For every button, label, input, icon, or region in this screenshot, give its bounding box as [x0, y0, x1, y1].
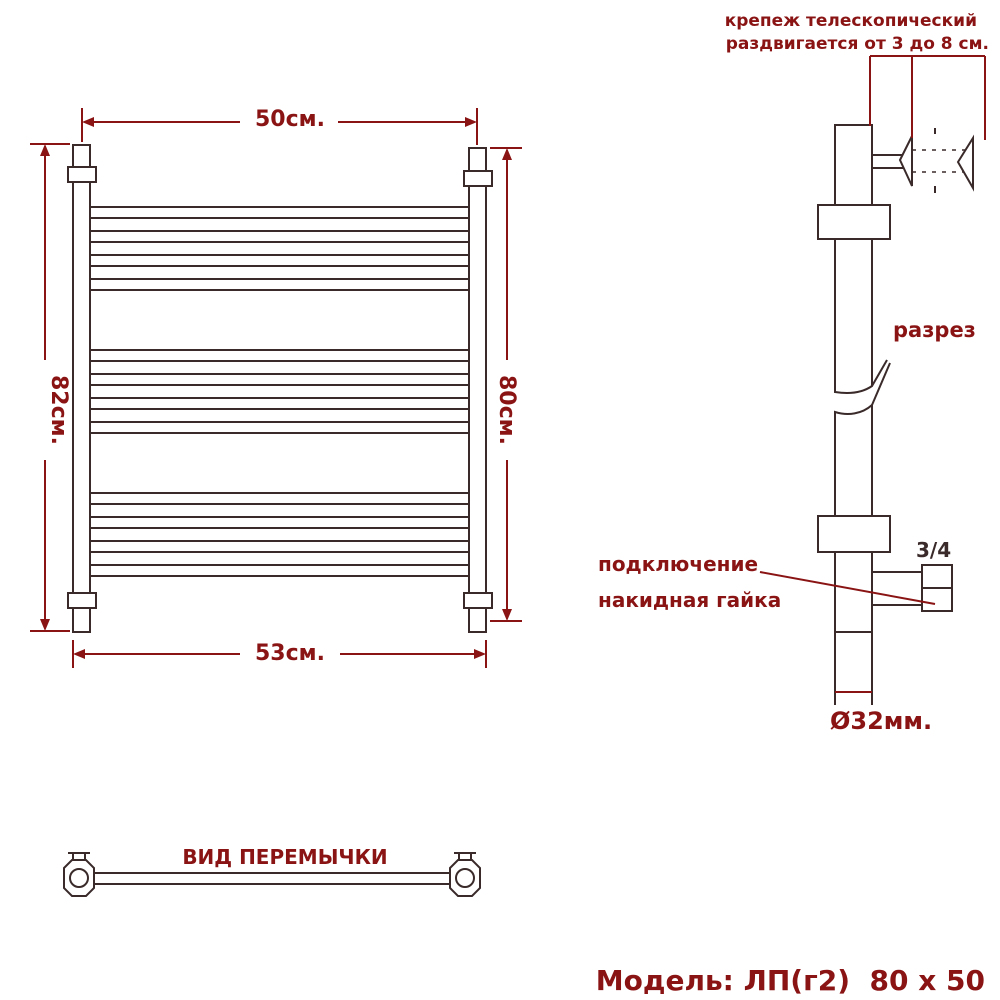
cut-label: разрез: [893, 318, 976, 342]
bracket-bottom-right: [464, 593, 492, 608]
rung-3-3: [90, 541, 469, 552]
rung-1-2: [90, 231, 469, 242]
side-bracket-top: [818, 205, 890, 239]
connection-caption-line2: накидная гайка: [598, 588, 782, 612]
height-left-label: 82см.: [46, 375, 71, 445]
rung-1-3: [90, 255, 469, 266]
bracket-top-right: [464, 171, 492, 186]
mount-caption-line2: раздвигается от 3 до 8 см.: [725, 34, 989, 54]
side-view: [760, 56, 985, 705]
right-post: [469, 148, 486, 632]
thread-size-label: 3/4: [916, 538, 952, 562]
rung-1-1: [90, 207, 469, 218]
dimension-height-right: [490, 148, 522, 621]
jumper-view-label: ВИД ПЕРЕМЫЧКИ: [182, 845, 388, 869]
connection-caption-line1: подключение: [598, 552, 759, 576]
telescopic-mount: [870, 56, 985, 193]
side-pipe-upper: [835, 125, 872, 393]
rung-2-3: [90, 398, 469, 409]
rung-3-4: [90, 565, 469, 576]
width-top-label: 50см.: [255, 107, 325, 132]
rung-2-4: [90, 422, 469, 433]
front-view: [68, 145, 492, 632]
diameter-label: Ø32мм.: [830, 707, 933, 735]
width-bottom-label: 53см.: [255, 641, 325, 666]
dimension-width-top: [82, 107, 477, 145]
bracket-bottom-left: [68, 593, 96, 608]
rungs: [90, 207, 469, 576]
model-caption: Модель: ЛП(г2) 80 х 50: [595, 964, 985, 997]
rung-2-1: [90, 350, 469, 361]
diameter-dimension: [835, 632, 872, 705]
dimension-height-left: [30, 144, 71, 631]
bracket-top-left: [68, 167, 96, 182]
rung-3-2: [90, 517, 469, 528]
rung-2-2: [90, 374, 469, 385]
left-post: [73, 145, 90, 632]
height-right-label: 80см.: [494, 375, 519, 445]
rung-1-4: [90, 279, 469, 290]
mount-caption-line1: крепеж телескопический: [724, 11, 977, 31]
rung-3-1: [90, 493, 469, 504]
dimension-width-bottom: [73, 640, 486, 668]
side-bracket-bottom: [818, 516, 890, 552]
